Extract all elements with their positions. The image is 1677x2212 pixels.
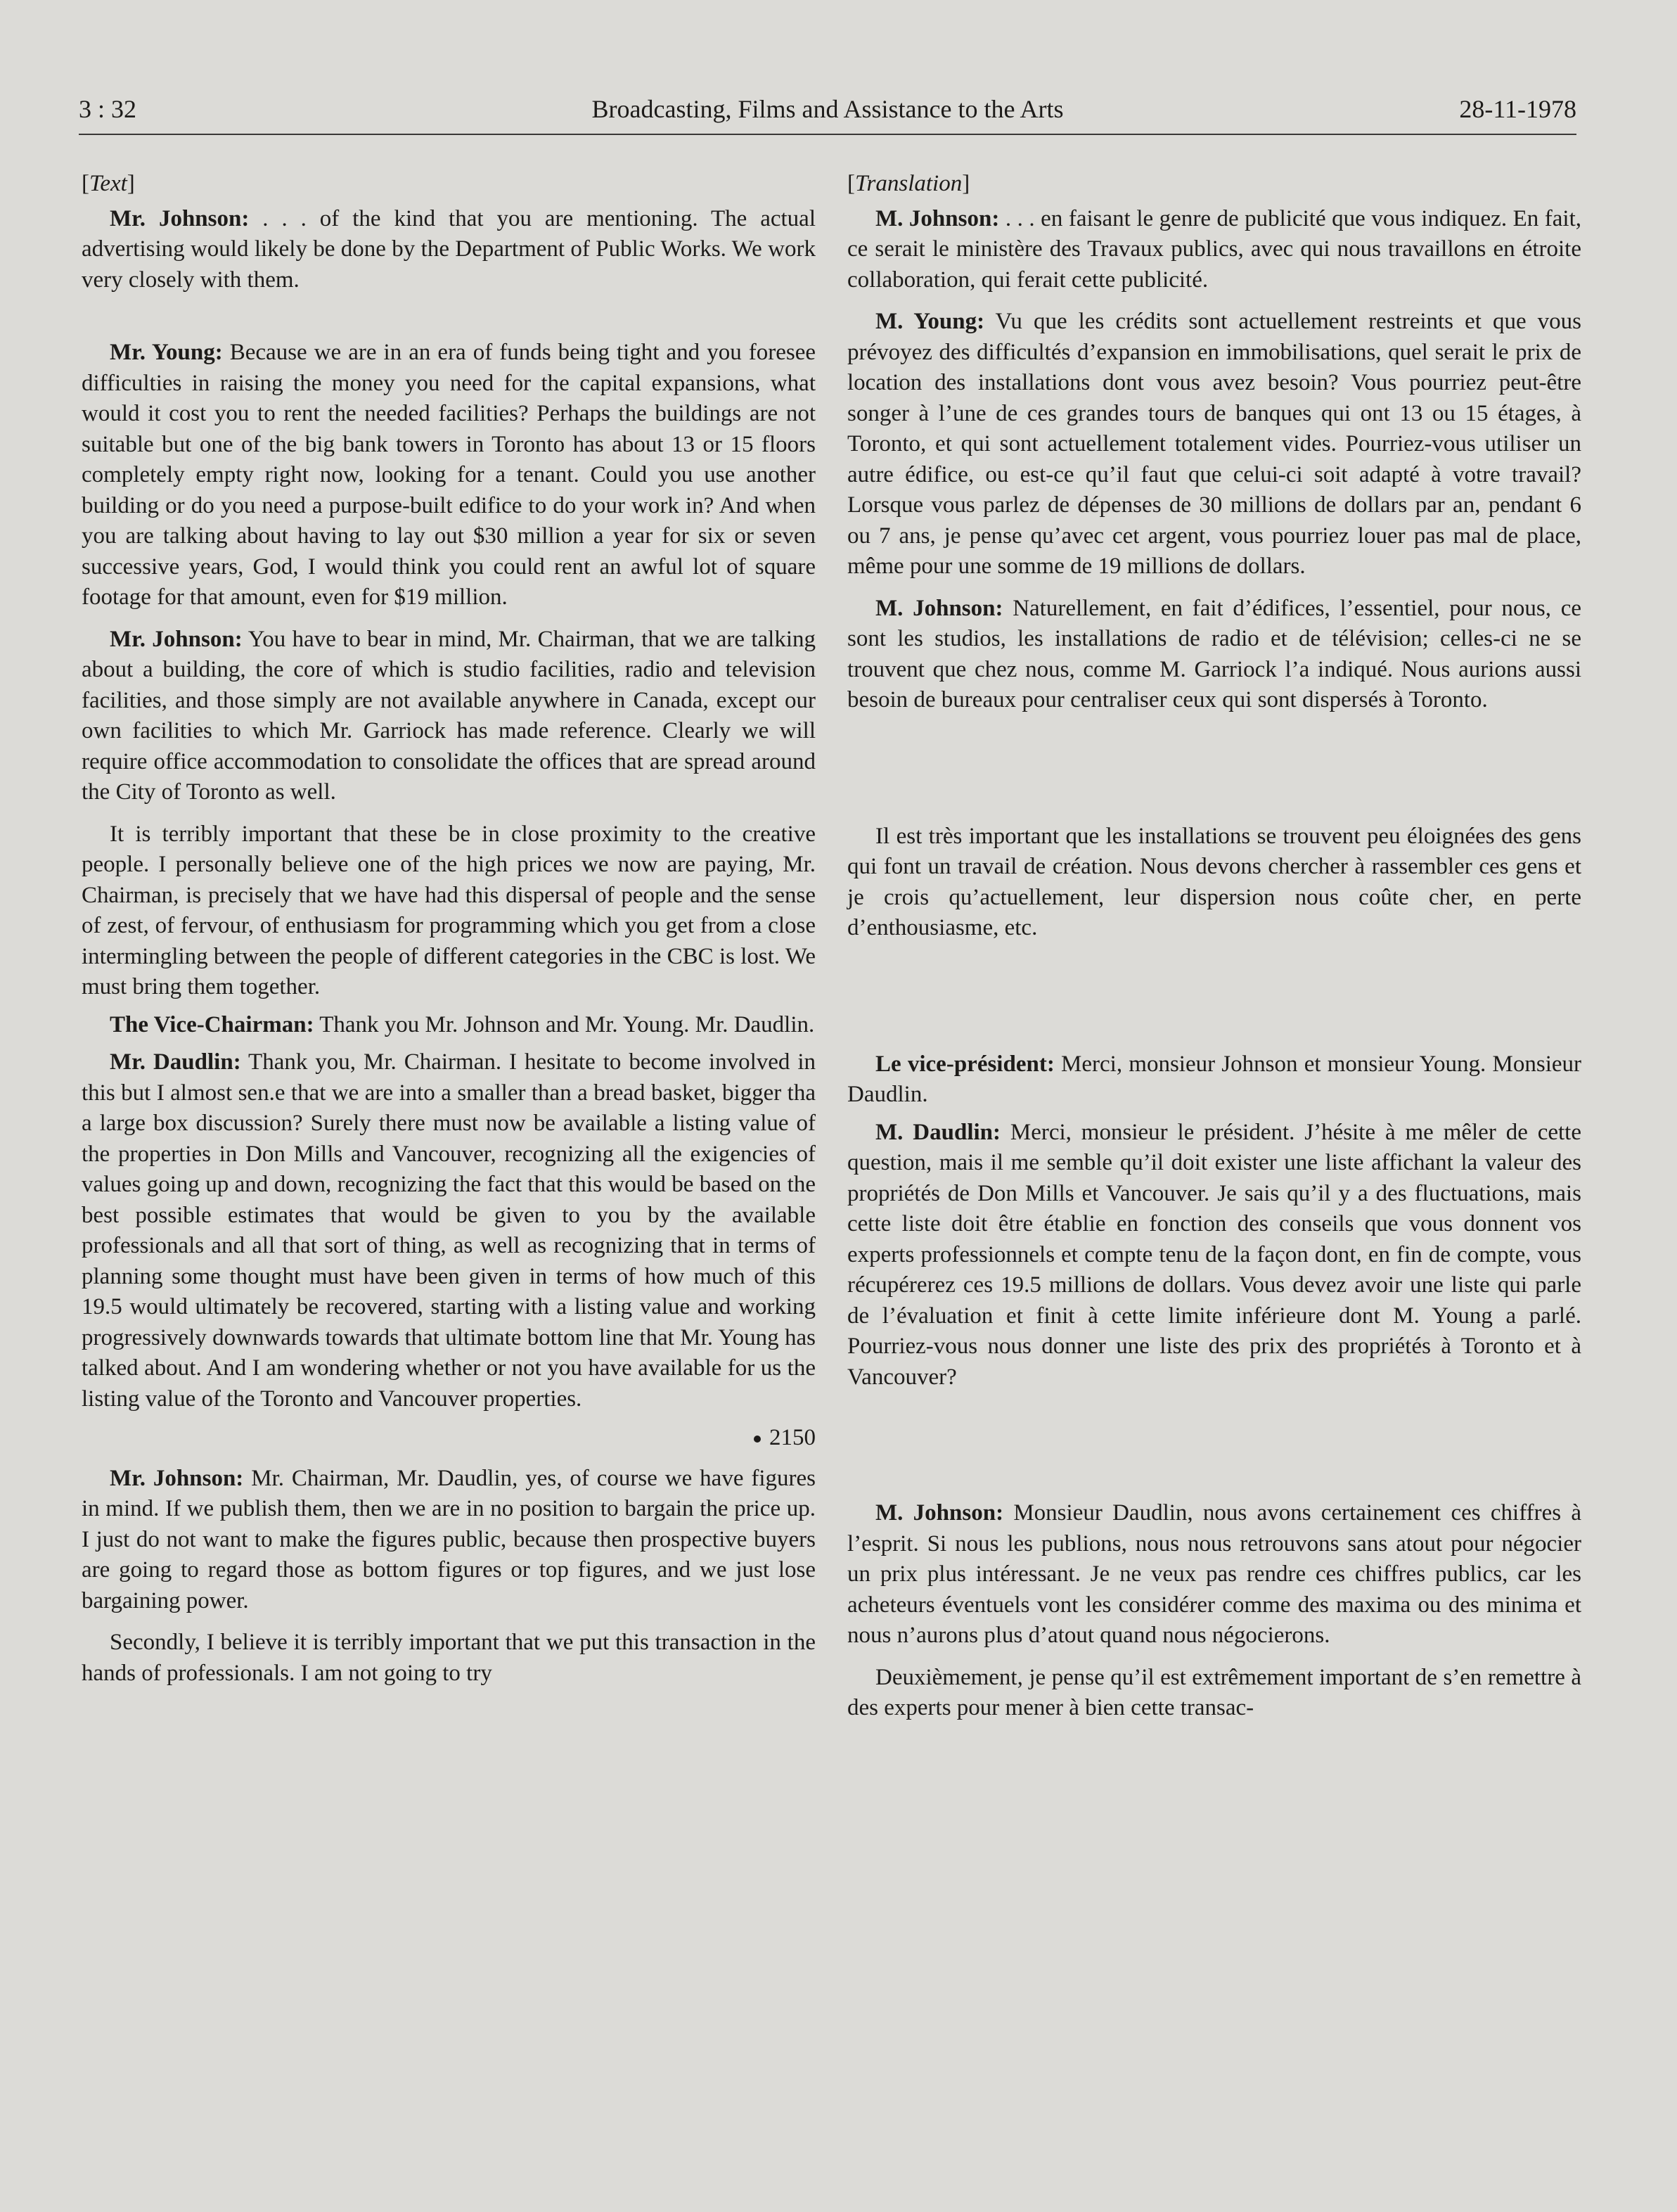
time-marker: 2150 <box>82 1423 816 1454</box>
speaker-name: M. Johnson: <box>875 205 1000 231</box>
paragraph: Mr. Johnson: . . . of the kind that you are mentioning. The actual advertising would likely be done by the Department of Public Works. We work very closely with them. <box>82 205 816 293</box>
speaker-name: M. Daudlin: <box>875 1119 1001 1145</box>
speaker-name: Mr. Johnson: <box>110 205 250 231</box>
paragraph: Secondly, I believe it is terribly important that we put this transaction in the hands of professionals. I am not going to try <box>82 1630 816 1686</box>
paragraph: Le vice-président: Merci, monsieur Johnson et monsieur Young. Monsieur Daudlin. <box>847 1051 1581 1107</box>
paragraph: Mr. Johnson: You have to bear in mind, Mr. Chairman, that we are talking about a building, the core of which is studio facilities, radio and television facilities, and those simply are not available anywhere in Canada, except our own facilities to which Mr. Garriock has made reference. Clearly we will require office accommodation to consolidate the offices that are spread around the City of Toronto as well. <box>82 626 816 805</box>
page-number: 3 : 32 <box>79 95 137 123</box>
paragraph: It is terribly important that these be in close proximity to the creative people. I personally believe one of the high prices we now are paying, Mr. Chairman, is precisely that we have had this dispersal of people and the sense of zest, of fervour, of enthusiasm for programming which you get from a close intermingling between the people of different categories in the CBC is lost. We must bring them together. <box>82 821 816 999</box>
speaker-name: Mr. Young: <box>110 340 223 365</box>
speaker-name: Mr. Daudlin: <box>110 1049 241 1075</box>
paragraph: M. Johnson: . . . en faisant le genre de publicité que vous indiquez. En fait, ce serait le ministère des Travaux publics, avec qui nous travaillons en étroite collaboration, qui ferait cette publicité. <box>847 205 1582 293</box>
text-label: [Text] <box>82 171 135 196</box>
paragraph: M. Young: Vu que les crédits sont actuellement restreints et que vous prévoyez des difficultés d’expansion en immobilisations, quel serait le prix de location des installations dont vous avez besoin? Vous pourriez peut-être songer à l’une de ces grandes tours de banques qui ont 13 ou 15 étages, à Toronto, et qui sont actuellement totalement vides. Pourriez-vous utiliser un autre édifice, ou est-ce qu’il faut que celui-ci soit adapté à votre travail? Lorsque vous parlez de dépenses de 30 millions de dollars par an, pendant 6 ou 7 ans, je pense qu’avec cet argent, vous pourriez louer pas mal de place, même pour une somme de 19 millions de dollars. <box>847 309 1581 579</box>
english-column <box>82 169 816 1689</box>
paragraph: M. Johnson: Monsieur Daudlin, nous avons certainement ces chiffres à l’esprit. Si nous les publions, nous nous retrouvons sans atout pour négocier un prix plus intéressant. Je ne veux pas rendre ces chiffres publics, car les acheteurs éventuels vont les considérer comme des maxima ou des minima et nous n’aurons plus d’atout quand nous négocierons. <box>847 1500 1581 1648</box>
paragraph: M. Johnson: Naturellement, en fait d’édifices, l’essentiel, pour nous, ce sont les studios, les installations de radio et de télévision; celles-ci ne se trouvent que chez nous, comme M. Garriock l’a indiqué. Nous aurions aussi besoin de bureaux pour centraliser ceux qui sont dispersés à Toronto. <box>847 595 1581 712</box>
speaker-name: Le vice-président: <box>875 1051 1055 1077</box>
paragraph: M. Daudlin: Merci, monsieur le président. J’hésite à me mêler de cette question, mais il me semble qu’il doit exister une liste affichant la valeur des propriétés de Don Mills et Vancouver. Je sais qu’il y a des fluctuations, mais cette liste doit être établie en fonction des conseils que vous donnent vos experts professionnels et compte tenu de la façon dont, en fin de compte, vous récupérerez ces 19.5 millions de dollars. Vous devez avoir une liste qui parle de l’évaluation et finit à cette limite inférieure dont M. Young a parlé. Pourriez-vous nous donner une liste des prix des propriétés à Toronto et à Vancouver? <box>847 1119 1581 1390</box>
french-column <box>847 169 1581 1724</box>
header-date: 28-11-1978 <box>1459 95 1576 123</box>
paragraph: Mr. Johnson: Mr. Chairman, Mr. Daudlin, yes, of course we have figures in mind. If we publish them, then we are in no position to bargain the price up. I just do not want to make the figures public, because then prospective buyers are going to regard those as bottom figures or top figures, and we just lose bargaining power. <box>82 1465 816 1613</box>
paragraph: The Vice-Chairman: Thank you Mr. Johnson and Mr. Young. Mr. Daudlin. <box>110 1011 815 1037</box>
speaker-name: The Vice-Chairman: <box>110 1011 314 1037</box>
running-title: Broadcasting, Films and Assistance to the Arts <box>591 95 1064 123</box>
paragraph: Il est très important que les installations se trouvent peu éloignées des gens qui font un travail de création. Nous devons chercher à rassembler ces gens et je crois qu’actuellement, leur dispersion nous coûte cher, en perte d’enthousiasme, etc. <box>847 823 1581 940</box>
speaker-name: M. Young: <box>875 309 985 334</box>
paragraph: Mr. Young: Because we are in an era of funds being tight and you foresee difficulties in raising the money you need for the capital expansions, what would it cost you to rent the needed facilities? Perhaps the buildings are not suitable but one of the big bank towers in Toronto has about 13 or 15 floors completely empty right now, looking for a tenant. Could you use another building or do you need a purpose-built edifice to do your work in? And when you are talking about having to lay out $30 million a year for six or seven successive years, God, I would think you could rent an awful lot of square footage for that amount, even for $19 million. <box>82 340 816 610</box>
translation-label: [Translation] <box>847 171 970 196</box>
speaker-name: M. Johnson: <box>875 595 1003 621</box>
paragraph: Deuxièmement, je pense qu’il est extrêmement important de s’en remettre à des experts pour mener à bien cette transac- <box>847 1664 1581 1720</box>
page-header <box>79 91 1576 135</box>
bullet-icon <box>754 1436 761 1443</box>
speaker-name: Mr. Johnson: <box>110 1465 244 1491</box>
speaker-name: M. Johnson: <box>875 1500 1004 1526</box>
speaker-name: Mr. Johnson: <box>110 626 243 652</box>
paragraph: Mr. Daudlin: Thank you, Mr. Chairman. I hesitate to become involved in this but I almost sen.e that we are into a smaller than a bread basket, bigger tha a large box discussion? Surely there must now be available a listing value of the properties in Don Mills and Vancouver, recognizing all the exigencies of values going up and down, recognizing the fact that this would be based on the best possible estimates that would be given to you by the available professionals and all that sort of thing, as well as recognizing that in terms of planning some thought must have been given in terms of how much of this 19.5 would ultimately be recovered, starting with a listing value and working progressively downwards towards that ultimate bottom line that Mr. Young has talked about. And I am wondering whether or not you have available for us the listing value of the Toronto and Vancouver properties. <box>82 1049 816 1412</box>
